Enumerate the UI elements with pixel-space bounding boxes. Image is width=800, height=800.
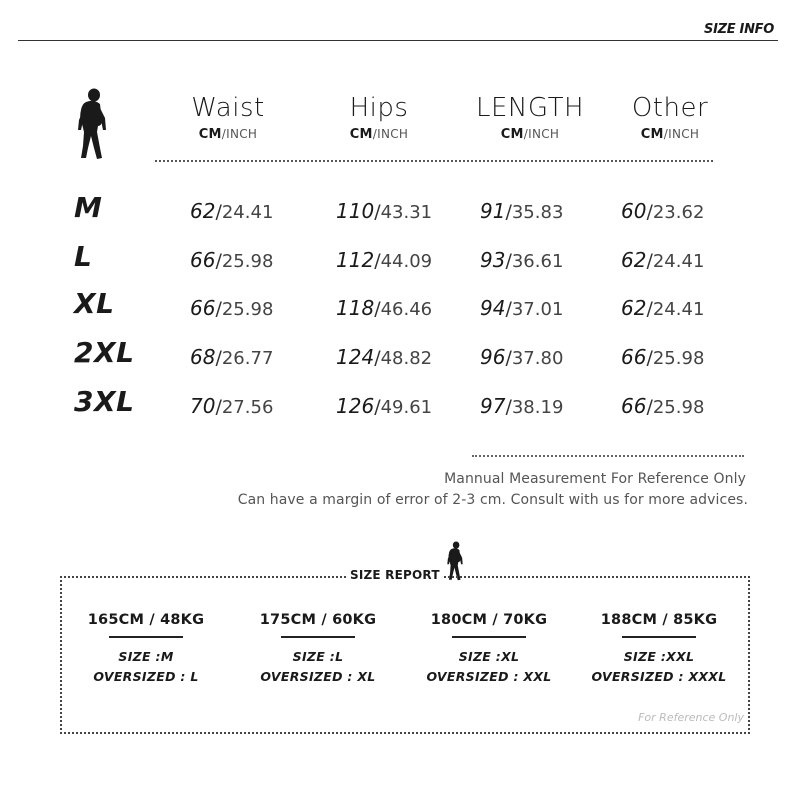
table-cell: 118/46.46 <box>336 296 433 320</box>
entry-underline <box>109 636 183 638</box>
header-divider <box>18 40 778 41</box>
height-weight: 165CM / 48KG <box>87 612 205 628</box>
size-label: L <box>74 240 93 273</box>
recommended-size: SIZE :M <box>118 649 174 664</box>
size-report-entry <box>233 612 403 687</box>
table-cell: 94/37.01 <box>480 296 564 320</box>
table-cell: 66/25.98 <box>190 296 274 320</box>
column-unit: CM/INCH <box>640 127 700 142</box>
table-cell: 93/36.61 <box>480 248 564 272</box>
oversized-size: OVERSIZED : XXXL <box>591 669 727 684</box>
entry-underline <box>622 636 696 638</box>
oversized-size: OVERSIZED : XL <box>260 669 376 684</box>
table-cell: 66/25.98 <box>190 248 274 272</box>
column-header-other <box>600 93 740 142</box>
table-cell: 62/24.41 <box>621 296 705 320</box>
dotted-divider <box>155 160 713 162</box>
margin-note: Can have a margin of error of 2-3 cm. Consult with us for more advices. <box>237 492 748 508</box>
table-cell: 97/38.19 <box>480 394 564 418</box>
column-name: LENGTH <box>475 93 584 123</box>
table-cell: 66/25.98 <box>621 345 705 369</box>
recommended-size: SIZE :XL <box>458 649 520 664</box>
size-label: 3XL <box>74 385 135 418</box>
entry-underline <box>281 636 355 638</box>
page-title: SIZE INFO <box>704 22 774 37</box>
table-cell: 124/48.82 <box>336 345 433 369</box>
column-name: Hips <box>349 93 409 123</box>
column-unit: CM/INCH <box>349 127 409 142</box>
table-cell: 62/24.41 <box>190 199 274 223</box>
oversized-size: OVERSIZED : XXL <box>426 669 552 684</box>
size-report-entry <box>404 612 574 687</box>
size-report-title: SIZE REPORT <box>346 568 444 582</box>
recommended-size: SIZE :L <box>292 649 344 664</box>
column-unit: CM/INCH <box>198 127 258 142</box>
table-cell: 70/27.56 <box>190 394 274 418</box>
walking-man-icon <box>72 88 112 160</box>
reference-footnote: For Reference Only <box>638 711 744 724</box>
size-label: M <box>74 191 103 224</box>
column-unit: CM/INCH <box>500 127 560 142</box>
size-label: XL <box>74 287 115 320</box>
height-weight: 175CM / 60KG <box>259 612 377 628</box>
size-label: 2XL <box>74 336 135 369</box>
column-header-waist <box>158 93 298 142</box>
table-cell: 62/24.41 <box>621 248 705 272</box>
column-name: Other <box>631 93 709 123</box>
table-cell: 126/49.61 <box>336 394 433 418</box>
oversized-size: OVERSIZED : L <box>93 669 199 684</box>
table-cell: 112/44.09 <box>336 248 433 272</box>
table-cell: 60/23.62 <box>621 199 705 223</box>
column-header-length <box>460 93 600 142</box>
height-weight: 180CM / 70KG <box>430 612 548 628</box>
table-cell: 96/37.80 <box>480 345 564 369</box>
table-cell: 91/35.83 <box>480 199 564 223</box>
table-cell: 110/43.31 <box>336 199 433 223</box>
measurement-note: Mannual Measurement For Reference Only <box>444 471 746 487</box>
entry-underline <box>452 636 526 638</box>
column-name: Waist <box>191 93 265 123</box>
dotted-divider <box>472 455 744 457</box>
size-report-entry <box>574 612 744 687</box>
height-weight: 188CM / 85KG <box>600 612 718 628</box>
column-header-hips <box>309 93 449 142</box>
recommended-size: SIZE :XXL <box>623 649 695 664</box>
table-cell: 68/26.77 <box>190 345 274 369</box>
size-report-entry <box>61 612 231 687</box>
table-cell: 66/25.98 <box>621 394 705 418</box>
